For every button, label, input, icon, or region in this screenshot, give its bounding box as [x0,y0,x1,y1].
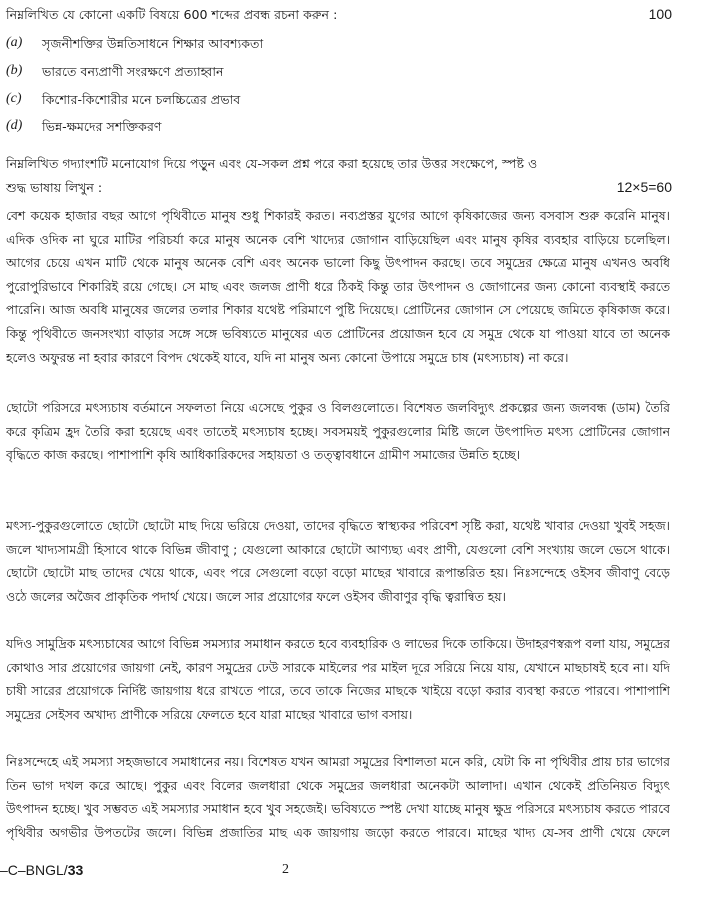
option-label: (d) [6,118,23,133]
q2-instruction-line1: নিম্নলিখিত গদ্যাংশটি মনোযোগ দিয়ে পড়ুন এবং যে-সকল প্রশ্ন পরে করা হয়েছে তার উত্তর সংক্ষেপে, স্পষ্ট ও [6,156,538,171]
option-text: ভিন্ন-ক্ষমদের সশক্তিকরণ [42,119,162,134]
passage-paragraph-5: নিঃসন্দেহে এই সমস্যা সহজভাবে সমাধানের নয়। বিশেষত যখন আমরা সমুদ্রের বিশালতা মনে করি, যেটা কি না পৃথিবীর প্রায় চার ভাগের তিন ভাগ দখল করে আছে। পুকুর এবং বিলের জলধারা থেকে সমুদ্রের জলধারা অনেকটা আলাদা। এখান থেকেই প্রতিনিয়ত বিদ্যুৎ উৎপাদন হচ্ছে। খুব সম্ভবত এই সমস্যার সমাধান হবে খুব সহজেই। ভবিষ্যতে স্পষ্ট দেখা যাচ্ছে মানুষ ক্ষুদ্র পরিসরে মৎস্যচাষ করতে পারবে পৃথিবীর অগভীর উপতটের জলে। বিভিন্ন প্রজাতির মাছ এক জায়গায় জড়ো করতে পারবে। মাছের খাদ্য যে-সব প্রাণী খেয়ে ফেলে [6,754,670,840]
option-text: ভারতে বন্যপ্রাণী সংরক্ষণে প্রত্যাহ্বান [42,64,224,79]
paper-code-prefix: –C–BNGL/ [0,862,68,878]
option-label: (b) [6,63,23,78]
q2-marks: 12×5=60 [616,179,672,195]
passage-paragraph-4: যদিও সামুদ্রিক মৎস্যচাষের আগে বিভিন্ন সমস্যার সমাধান করতে হবে ব্যবহারিক ও লাভের দিকে তাকিয়ে। উদাহরণস্বরূপ বলা যায়, সমুদ্রের কোথাও সার প্রয়োগের জায়গা নেই, কারণ সমুদ্রের ঢেউ সারকে মাইলের পর মাইল দূরে সরিয়ে নিয়ে যায়, যেখানে মাছচাষই হবে না। যদি চাষী সারের প্রয়োগকে নির্দিষ্ট জায়গায় ধরে রাখতে পারে, তবে তাকে নিজের মাছকে খাইয়ে বড়ো করার ব্যবস্থা করতে পারবে। পাশাপাশি সমুদ্রের সেইসব অখাদ্য প্রাণীকে সরিয়ে ফেলতে হবে যারা মাছের খাবারে ভাগ বসায়। [6,636,670,722]
page-number: 2 [282,862,289,877]
passage-paragraph-1: বেশ কয়েক হাজার বছর আগে পৃথিবীতে মানুষ শুধু শিকারই করত। নব্যপ্রস্তর যুগের আগে কৃষিকাজের জন্য বসবাস শুরু করেনি মানুষ। এদিক ওদিক না ঘুরে মাটির পরিচর্যা করে মানুষ অনেক বেশি খাদ্যের জোগান বাড়িয়েছিল এবং মানুষ কৃষির ব্যবহার বাড়িয়ে চলেছিল। আগের চেয়ে এখন মাটি থেকে মানুষ অনেক বেশি এবং অনেক ভালো কিছু উৎপাদন করছে। তবে সমুদ্রের ক্ষেত্রে মানুষ এখনও অবধি পুরোপুরিভাবে শিকারিই রয়ে গেছে। সে মাছ এবং জলজ প্রাণী ধরে ঠিকই কিন্তু তার উৎপাদন ও জোগানের জন্য কোনো ব্যবস্থাই করতে পারেনি। আজ অবধি মানুষের জলের তলার শিকার যথেষ্ট পরিমাণে পুষ্টি দিয়েছে। প্রোটিনের জোগান সে পেয়েছে জমিতে কৃষিকাজ করে। কিন্তু পৃথিবীতে জনসংখ্যা বাড়ার সঙ্গে সঙ্গে ভবিষ্যতে মানুষের এত প্রোটিনের প্রয়োজন হবে যে সমুদ্র থেকে যা পাওয়া যাবে তা অনেক হলেও অফুরন্ত না হবার কারণে বিপদ থেকেই যাবে, যদি না মানুষ অন্য কোনো উপায়ে সমুদ্রে চাষ (মৎস্যচাষ) না করে। [6,208,670,365]
passage-paragraph-2: ছোটো পরিসরে মৎস্যচাষ বর্তমানে সফলতা নিয়ে এসেছে পুকুর ও বিলগুলোতে। বিশেষত জলবিদ্যুৎ প্রকল্পের জন্য জলবন্ধ (ডাম) তৈরি করে কৃত্রিম হ্রদ তৈরি করা হয়েছে এবং তাতেই মৎস্যচাষ হচ্ছে। সবসময়ই পুকুরগুলোর মিষ্টি জলে উৎপাদিত মৎস্য প্রোটিনের জোগান বৃদ্ধিতে কাজ করছে। পাশাপাশি কৃষি আধিকারিকদের সহায়তা ও তত্ত্বাবধানে গ্রামীণ সমাজের উন্নতি হচ্ছে। [6,400,670,463]
paper-code [0,862,83,878]
q2-instruction-line2: শুদ্ধ ভাষায় লিখুন : [6,180,103,195]
option-label: (a) [6,35,23,50]
option-label: (c) [6,91,22,106]
passage-paragraph-3: মৎস্য-পুকুরগুলোতে ছোটো ছোটো মাছ দিয়ে ভরিয়ে দেওয়া, তাদের বৃদ্ধিতে স্বাস্থ্যকর পরিবেশ সৃষ্টি করা, যথেষ্ট খাবার দেওয়া খুবই সহজ। জলে খাদ্যসামগ্রী হিসাবে থাকে বিভিন্ন জীবাণু ; যেগুলো আকারে ছোটো আণ্যছ্য এবং প্রাণী, যেগুলো বেশি সংখ্যায় জলে ভেসে থাকে। ছোটো ছোটো মাছ তাদের খেয়ে থাকে, এবং পরে সেগুলো বড়ো বড়ো মাছের খাবারে রূপান্তরিত হয়। নিঃসন্দেহে ওইসব জীবাণু বেড়ে ওঠে জলের অজৈব প্রাকৃতিক পদার্থ খেয়ে। জলে সার প্রয়োগের ফলে ওইসব জীবাণুর বৃদ্ধি ত্বরান্বিত হয়। [6,518,670,604]
paper-code-number: 33 [67,862,84,878]
option-text: সৃজনীশক্তির উন্নতিসাধনে শিক্ষার আবশ্যকতা [42,36,264,51]
option-text: কিশোর-কিশোরীর মনে চলচ্চিত্রের প্রভাব [42,92,241,107]
q1-instruction: নিম্নলিখিত যে কোনো একটি বিষয়ে 600 শব্দের প্রবন্ধ রচনা করুন : [6,7,338,22]
q1-marks: 100 [648,6,672,22]
